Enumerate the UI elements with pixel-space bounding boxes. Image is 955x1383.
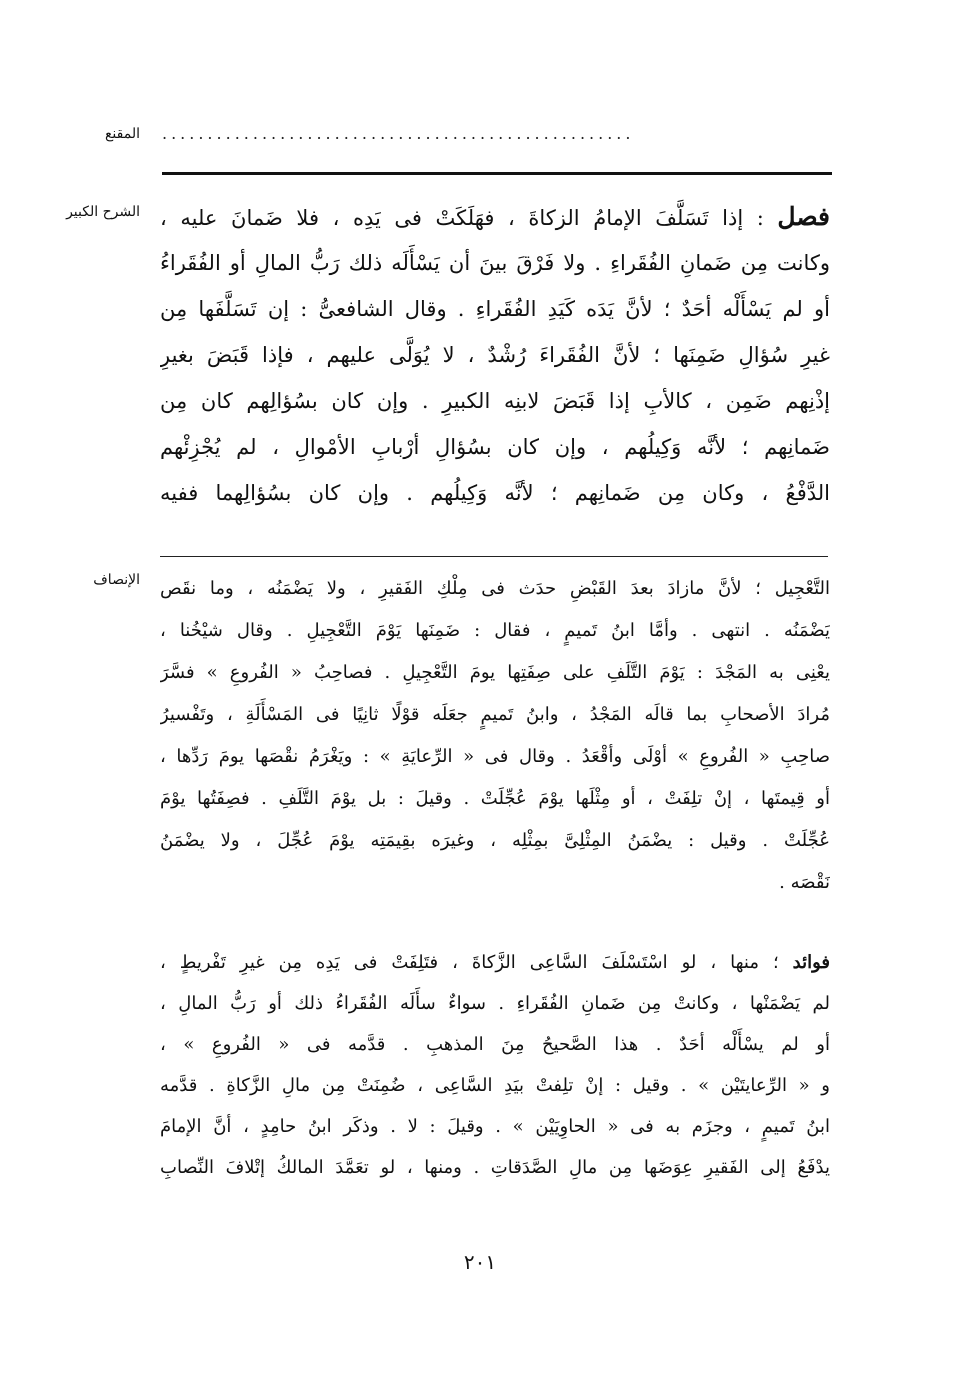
text-line: يعْنِى به المَجْدَ : يَوْمَ التَّلَفِ على صِفَتِها يومَ التَّعْجِيلِ . فصاحِبُ « الفُروعِ » فسَّرَ	[160, 662, 830, 683]
text-line: يَضْمَنُه . انتهى . وأمَّا ابنُ تَميمٍ ، فقال : ضَمِنَها يَوْمَ التَّعْجِيلِ . وقال شيْخُنا ،	[160, 620, 830, 641]
page-number: ٢٠١	[463, 1250, 497, 1274]
text-line: فصل : إذا تَسَلَّفَ الإمامُ الزكاةَ ، فهَلَكَتْ فى يَدِه ، فلا ضَمانَ عليه ،	[160, 202, 830, 231]
text-line: أو لم يَسْأَلْه أحَدٌ ؛ لأنَّ يَدَه كَيَدِ الفُقَراءِ . وقال الشافعىُّ : إن تَسَلَّفَها مِن	[160, 297, 830, 321]
text-line: نَقْصَه .	[779, 872, 830, 893]
section-label-sharh: الشرح الكبير	[66, 204, 140, 220]
text-line: ضَمانِهم ؛ لأنَّه وَكِيلُهم ، وإن كان بسُؤالِ أرْبابِ الأمْوالِ ، لم يُجْزِئْهم	[160, 435, 830, 459]
text-line: غيرِ سُؤالِ ضَمِنَها ؛ لأنَّ الفُقَراءَ رُشْدٌ ، لا يُوَلَّى عليهم ، فإذا قَبَضَ بغيرِ	[160, 343, 830, 367]
text-line: الدَّفْعُ ، وكان مِن ضَمانِهم ؛ لأنَّه وَكِيلُهم . وإن كان بسُؤالِهما ففيه	[160, 481, 830, 505]
text-line: و « الرِّعايتَيْن » . وقيل : إنْ تلِفتْ بيَدِ السَّاعِى ، ضُمِنَتْ مِن مالِ الزَّكاةِ . قدَّمه	[160, 1075, 830, 1096]
text-line: فوائد ؛ منها ، لو اسْتَسْلَفَ السَّاعِى الزَّكاةَ ، فتَلِفَتْ فى يَدِه مِن غيرِ تَفْريطٍ ،	[160, 952, 830, 973]
dotted-leader: ....................................................	[162, 124, 635, 143]
lead-word-fawaid: فوائد	[792, 952, 830, 973]
text-line: التَّعْجِيل ؛ لأنَّ مازادَ بعدَ القَبْضِ حدَث فى مِلْكِ الفَقيرِ ، ولا يَضْمَنُه ، وما نقَص	[160, 578, 830, 599]
lead-word-fasl: فصل	[777, 202, 830, 231]
text-line: أو قِيمتَها ، إنْ تلِفَتْ ، أو مِثْلَها يوْمَ عُجِّلَتْ . وقيلَ : بل يوْمَ التَّلَفِ . فصِفَتُها يوْمَ	[160, 788, 830, 809]
text-line: إذْنِهم ضَمِن ، كالأبِ إذا قَبَضَ لابنِه الكبيرِ . وإن كان بسُؤالِهم كان مِن	[160, 389, 830, 413]
section-label-insaf: الإنصاف	[93, 572, 140, 588]
header-rule	[162, 172, 832, 175]
insaf-text-block	[160, 568, 830, 904]
text-line: لم يَضْمَنْها ، وكانتْ مِن ضَمانِ الفُقَراءِ . سواءٌ سأَلَه الفُقَراءُ ذلك أو رَبُّ المالِ ،	[160, 993, 830, 1014]
text-line: عُجِّلَتْ . وقيل : يضْمَنُ المِثْلِىَّ بمِثْلِه ، وغيرَه بقِيمَتِه يوْمَ عُجِّلَ ، ولا يضْمَنُ	[160, 830, 830, 851]
text-line: صاحِبِ « الفُروعِ » أوْلَى وأقْعَدُ . وقال فى « الرِّعايَةِ » : ويَغْرَمُ نقْصَها يومَ رَدِّها ،	[160, 746, 830, 767]
text-line: مُرادَ الأصحابِ بما قالَه المَجْدُ ، وابنُ تَميمٍ جعَلَه قوْلًا ثانِيًا فى المَسْأَلَةِ ، وتَفْسيرُ	[160, 704, 830, 725]
text-line: ابنُ تَميمٍ ، وجزَم به فى « الحاوِيَيْن » . وقيلَ : لا . وذكَر ابنُ حامِدٍ ، أنَّ الإمامَ	[160, 1116, 830, 1137]
fawaid-text-block	[160, 942, 830, 1188]
text-line: أو لم يسْأَلْه أحَدٌ . هذا الصَّحيحُ مِنَ المذهبِ . قدَّمه فى « الفُروعِ » ،	[160, 1034, 830, 1055]
section-divider	[160, 556, 828, 557]
text-line: يدْفَعُ إلى الفَقيرِ عِوَضَها مِن مالِ الصَّدَقاتِ . ومنها ، لو تعَمَّدَ المالكُ إتْلافَ النِّصابِ	[160, 1157, 830, 1178]
sharh-text-block	[160, 194, 830, 516]
running-header-title: المقنع	[104, 126, 140, 142]
text-line: وكانت مِن ضَمانِ الفُقَراءِ . ولا فَرْقَ بينَ أن يَسْأَلَه ذلك رَبُّ المالِ أو الفُقَراءُ	[160, 251, 830, 275]
